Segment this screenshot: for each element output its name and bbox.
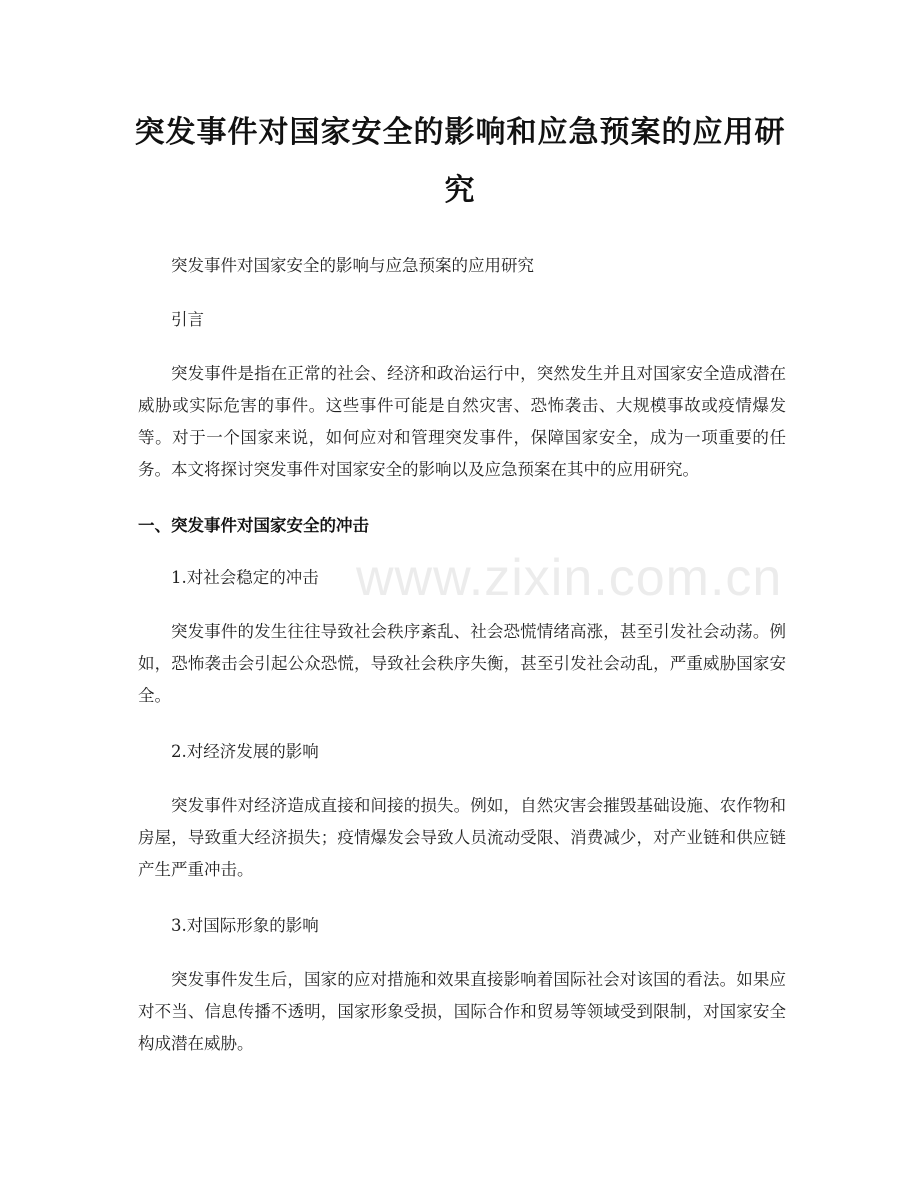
document-title: 突发事件对国家安全的影响和应急预案的应用研究 — [134, 115, 786, 208]
paragraph-international-image: 突发事件发生后，国家的应对措施和效果直接影响着国际社会对该国的看法。如果应对不当、信息传播不透明，国家形象受损，国际合作和贸易等领域受到限制，对国家安全构成潜在威胁。 — [138, 970, 786, 1053]
subheading-international-image: 3.对国际形象的影响 — [171, 916, 319, 935]
intro-label: 引言 — [171, 310, 204, 329]
subheading-social-stability: 1.对社会稳定的冲击 — [171, 568, 319, 587]
section-heading: 一、突发事件对国家安全的冲击 — [138, 516, 369, 535]
intro-paragraph: 突发事件是指在正常的社会、经济和政治运行中，突然发生并且对国家安全造成潜在威胁或实际危害的事件。这些事件可能是自然灾害、恐怖袭击、大规模事故或疫情爆发等。对于一个国家来说，如何应对和管理突发事件，保障国家安全，成为一项重要的任务。本文将探讨突发事件对国家安全的影响以及应急预案在其中的应用研究。 — [138, 364, 786, 479]
watermark-text: www.zixin.com.cn — [356, 549, 783, 607]
document-body — [138, 250, 786, 1084]
document-subtitle: 突发事件对国家安全的影响与应急预案的应用研究 — [171, 256, 534, 275]
paragraph-economic-impact: 突发事件对经济造成直接和间接的损失。例如，自然灾害会摧毁基础设施、农作物和房屋，导致重大经济损失；疫情爆发会导致人员流动受限、消费减少，对产业链和供应链产生严重冲击。 — [138, 796, 786, 879]
subheading-economic-impact: 2.对经济发展的影响 — [171, 742, 319, 761]
paragraph-social-stability: 突发事件的发生往往导致社会秩序紊乱、社会恐慌情绪高涨，甚至引发社会动荡。例如，恐怖袭击会引起公众恐慌，导致社会秩序失衡，甚至引发社会动乱，严重威胁国家安全。 — [138, 622, 786, 705]
